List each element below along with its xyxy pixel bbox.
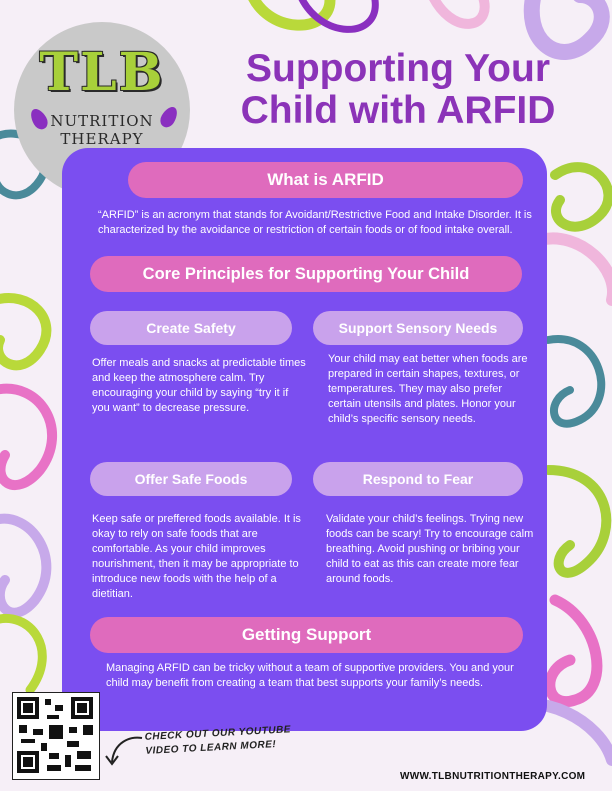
create-safety-heading: Create Safety xyxy=(90,311,292,345)
qr-module xyxy=(45,699,51,705)
qr-module xyxy=(65,755,71,767)
qr-module xyxy=(55,705,63,711)
offer-safe-foods-heading: Offer Safe Foods xyxy=(90,462,292,496)
qr-module xyxy=(77,751,91,759)
qr-module xyxy=(67,741,79,747)
respond-to-fear-text: Validate your child’s feelings. Trying new foods can be scary! Try to encourage calm breathing. Avoid pushing or bribing your child to eat as this can create more fear around foods. xyxy=(326,513,534,585)
qr-module xyxy=(41,743,47,751)
qr-finder-center xyxy=(77,703,87,713)
qr-module xyxy=(83,725,93,735)
curved-arrow-icon xyxy=(102,732,146,772)
callout-line1: CHECK OUT OUR YOUTUBE xyxy=(144,724,292,743)
logo-mark: TLB xyxy=(39,42,165,103)
qr-module xyxy=(75,765,91,771)
title-line1: Supporting Your xyxy=(245,47,551,90)
respond-to-fear-heading: Respond to Fear xyxy=(313,462,523,496)
callout-line2: VIDEO TO LEARN MORE! xyxy=(145,739,277,757)
website-link[interactable]: WWW.TLBNUTRITIONTHERAPY.COM xyxy=(400,771,586,782)
getting-support-heading: Getting Support xyxy=(90,617,523,653)
logo-line2: THERAPY xyxy=(60,130,144,148)
support-sensory-needs-heading: Support Sensory Needs xyxy=(313,311,523,345)
qr-module xyxy=(21,739,35,743)
getting-support-text: Managing ARFID can be tricky without a team of supportive providers. You and your child may benefit from creating a team that best supports your family’s needs. xyxy=(106,662,514,689)
qr-module xyxy=(49,725,63,739)
qr-module xyxy=(49,753,59,759)
what-is-arfid-text: “ARFID” is an acronym that stands for Avoidant/Restrictive Food and Intake Disorder. It is characterized by the avoidance or restriction of certain foods or of food intake overall. xyxy=(98,209,532,236)
qr-module xyxy=(69,727,77,733)
support-sensory-needs-text: Your child may eat better when foods are prepared in certain shapes, textures, or temperatures. They may also prefer certain utensils and plates. Honor your child’s specific sensory needs. xyxy=(328,353,528,425)
core-principles-heading: Core Principles for Supporting Your Child xyxy=(90,256,522,292)
offer-safe-foods-text: Keep safe or preffered foods available. It is okay to rely on safe foods that are comfortable. As your child improves nourishment, then it may be appropriate to introduce new foods with the help of a dietitian. xyxy=(92,513,301,600)
what-is-arfid-heading: What is ARFID xyxy=(128,162,523,198)
qr-module xyxy=(47,765,61,771)
qr-module xyxy=(47,715,59,719)
qr-module xyxy=(19,725,27,733)
qr-module xyxy=(33,729,43,735)
qr-code[interactable] xyxy=(12,692,100,780)
qr-finder-center xyxy=(23,703,33,713)
title-line2: Child with ARFID xyxy=(240,89,556,132)
logo-line1: NUTRITION xyxy=(50,112,154,130)
page-title xyxy=(198,48,598,132)
qr-finder-center xyxy=(23,757,33,767)
create-safety-text: Offer meals and snacks at predictable times and keep the atmosphere calm. Try encouraging your child by saying “try it if you want” to decrease pressure. xyxy=(92,357,306,414)
